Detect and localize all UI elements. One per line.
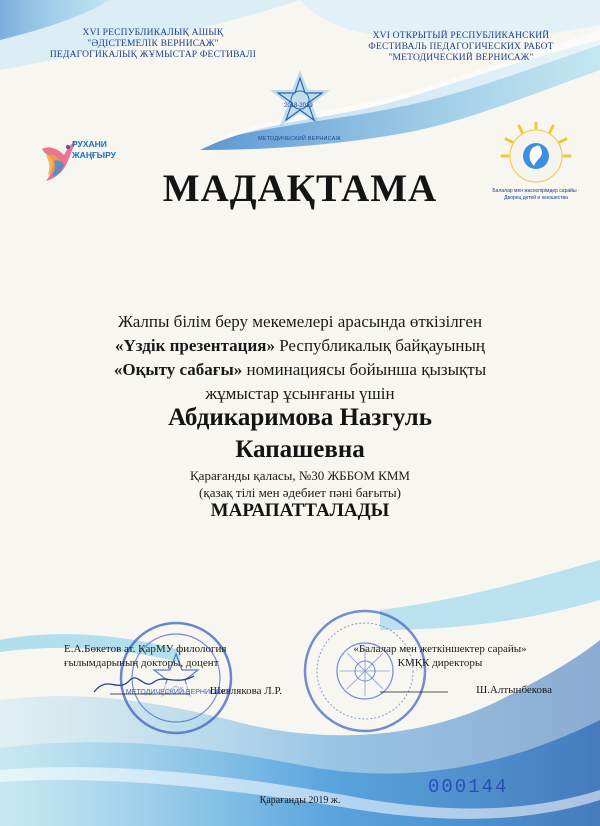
recipient-name xyxy=(0,402,600,466)
right-sign-position2: КМҚК директоры xyxy=(397,657,483,669)
citation-line1: Жалпы білім беру мекемелері арасында өткізілген xyxy=(117,312,483,331)
left-stamp-text: МЕТОДИЧЕСКИЙ ВЕРНИСАЖ xyxy=(125,689,227,696)
palace-text: Балалар мен жасөспірімдер сарайы · Дворец детей и юношества xyxy=(492,188,580,201)
recipient-name-line1: Абдикаримова Назгуль xyxy=(168,404,432,431)
right-signature-line xyxy=(380,676,450,696)
header-right-line3: "МЕТОДИЧЕСКИЙ ВЕРНИСАЖ" xyxy=(388,53,534,63)
nomination-name: «Оқыту сабағы» xyxy=(113,360,243,379)
right-sign-name: Ш.Алтынбекова xyxy=(476,684,552,696)
header-right xyxy=(352,31,570,64)
left-sign-position2: ғылымдарының докторы, доцент xyxy=(64,657,219,669)
serial-number: 000144 xyxy=(428,776,509,798)
header-right-line2: ФЕСТИВАЛЬ ПЕДАГОГИЧЕСКИХ РАБОТ xyxy=(368,42,554,52)
header-left-line2: "ӘДІСТЕМЕЛІК ВЕРНИСАЖ" xyxy=(87,39,219,49)
recipient-name-line2: Капашевна xyxy=(235,436,365,463)
left-signature-scribble xyxy=(90,668,200,698)
citation-line2-rest: Республикалық байқауының xyxy=(274,336,486,355)
ruhani-line1: РУХАНИ xyxy=(72,139,107,149)
right-sign-position1: «Балалар мен жеткіншектер сарайы» xyxy=(353,643,527,655)
ruhani-text xyxy=(72,139,116,161)
school-line1: Қарағанды қаласы, №30 ЖББОМ КММ xyxy=(190,468,410,483)
emblem-caption: МЕТОДИЧЕСКИЙ ВЕРНИСАЖ xyxy=(258,136,341,142)
citation-text xyxy=(50,310,550,406)
citation-line4: жұмыстар ұсынғаны үшін xyxy=(205,384,395,403)
school-info xyxy=(0,467,600,501)
left-sign-name: Шевлякова Л.Р. xyxy=(209,685,282,697)
header-right-line1: XVI ОТКРЫТЫЙ РЕСПУБЛИКАНСКИЙ xyxy=(372,31,550,41)
left-sign-position1: Е.А.Бөкетов ат. ҚарМУ филология xyxy=(64,643,227,655)
citation-line3-rest: номинациясы бойынша қызықты xyxy=(242,360,487,379)
awarded-text: МАРАПАТТАЛАДЫ xyxy=(210,500,390,521)
citation-line2 xyxy=(50,334,550,358)
emblem-year: 2018-2019 xyxy=(284,103,313,109)
ruhani-line2: ЖАҢҒЫРУ xyxy=(72,150,116,160)
citation-line3 xyxy=(50,358,550,382)
certificate-title: МАДАҚТАМА xyxy=(162,167,438,210)
header-left xyxy=(48,28,258,61)
header-left-line1: XVI РЕСПУБЛИКАЛЫҚ АШЫҚ xyxy=(82,28,224,38)
school-line2: (қазақ тілі мен әдебиет пәні бағыты) xyxy=(199,485,401,500)
header-left-line3: ПЕДАГОГИКАЛЫҚ ЖҰМЫСТАР ФЕСТИВАЛІ xyxy=(49,50,257,60)
footer-city-year: Қарағанды 2019 ж. xyxy=(259,795,341,806)
contest-name: «Үздік презентация» xyxy=(114,336,275,355)
